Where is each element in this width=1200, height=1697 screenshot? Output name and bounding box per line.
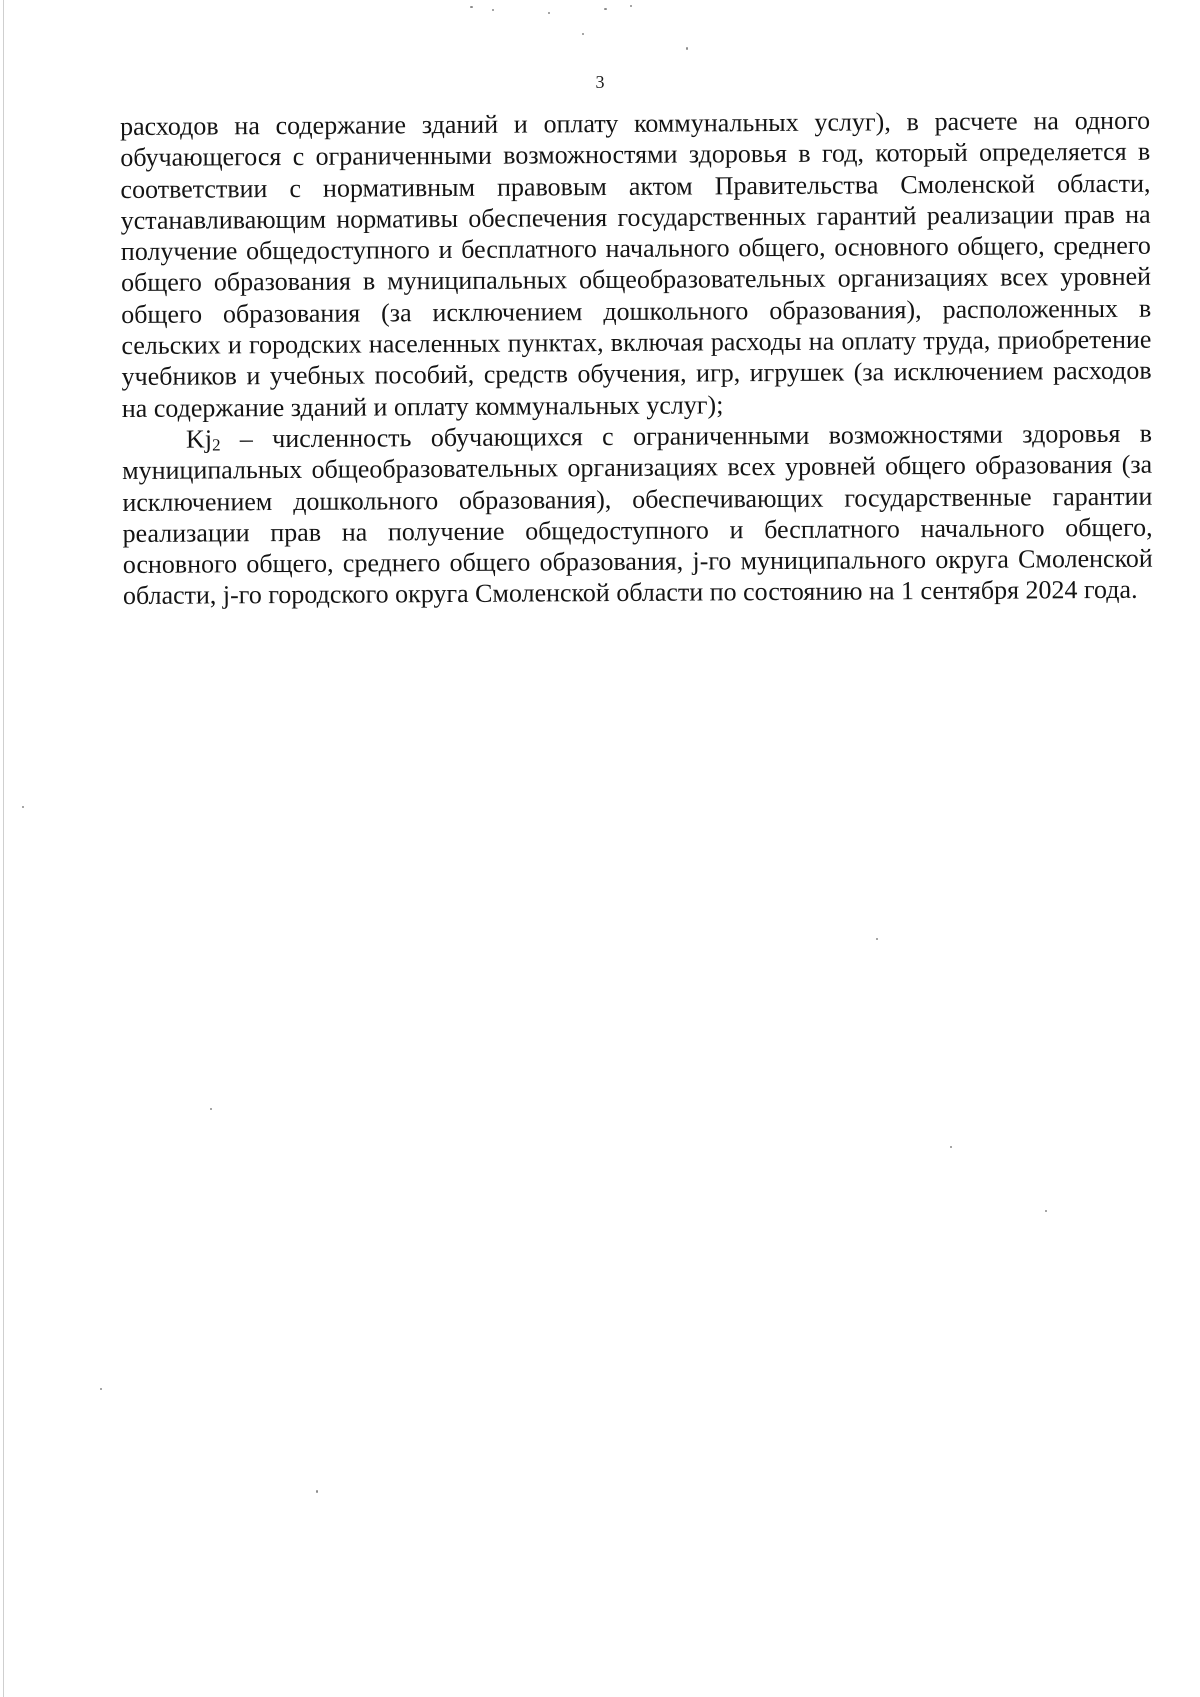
scan-speck	[950, 1146, 952, 1148]
scan-left-edge	[3, 0, 4, 1697]
document-body	[120, 105, 1153, 612]
scan-speck	[548, 12, 550, 14]
scan-speck	[316, 1490, 318, 1493]
paragraph-continuation: расходов на содержание зданий и оплату коммунальных услуг), в расчете на одного обучающегося с ограниченными возможностями здоровья в год, который определяется в соответствии с нормативным правовым актом Правительства Смоленской области, устанавливающим нормативы обеспечения государственных гарантий реализации прав на получение общедоступного и бесплатного начального общего, основного общего, среднего общего образования в муниципальных общеобразовательных организациях всех уровней общего образования (за исключением дошкольного образования), расположенных в сельских и городских населенных пунктах, включая расходы на оплату труда, приобретение учебников и учебных пособий, средств обучения, игр, игрушек (за исключением расходов на содержание зданий и оплату коммунальных услуг);	[120, 105, 1152, 423]
scan-speck	[630, 5, 632, 7]
definition-text: – численность обучающихся с ограниченными возможностями здоровья в муниципальных общеобразовательных организациях всех уровней общего образования (за исключением дошкольного образования), обеспечивающих государственные гарантии реализации прав на получение общедоступного и бесплатного начального общего, основного общего, среднего общего образования, j-го муниципального округа Смоленской области, j-го городского округа Смоленской области по состоянию на 1 сентября 2024 года.	[122, 418, 1153, 611]
scan-speck	[100, 1388, 102, 1390]
paragraph-definition	[122, 418, 1153, 612]
scan-speck	[210, 1108, 212, 1110]
scan-speck	[492, 9, 494, 11]
scan-speck	[876, 938, 878, 940]
scan-speck	[22, 806, 24, 808]
formula-variable	[186, 424, 221, 453]
scan-speck	[1045, 1210, 1047, 1212]
page-number: 3	[595, 72, 605, 92]
variable-base: Kj	[185, 424, 213, 454]
variable-subscript: 2	[211, 435, 221, 455]
scan-speck	[470, 6, 473, 8]
scan-speck	[686, 47, 688, 50]
scan-speck	[582, 33, 584, 35]
scan-speck	[604, 8, 607, 10]
